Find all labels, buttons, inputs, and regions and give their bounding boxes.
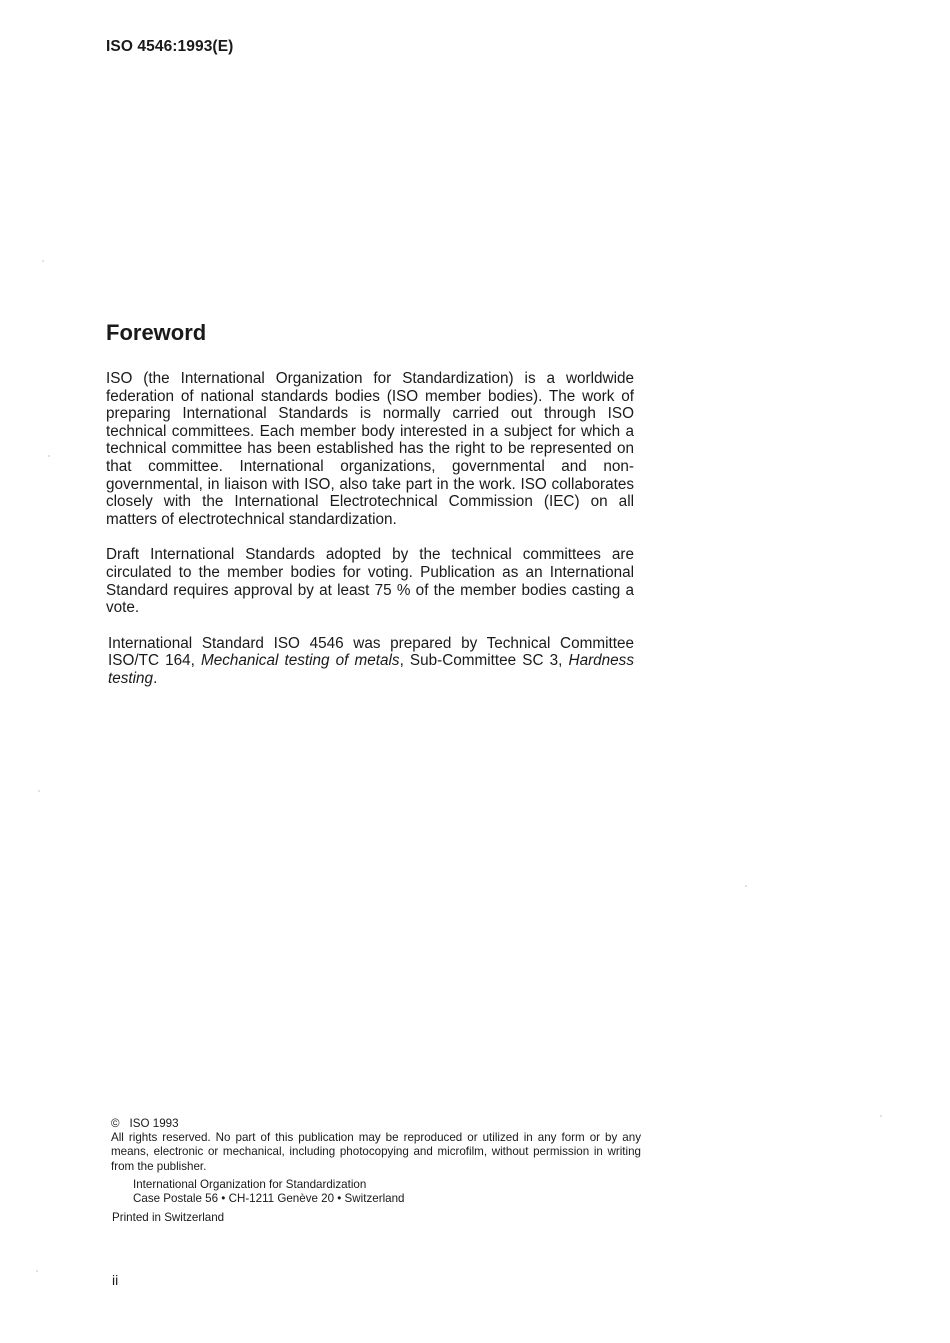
paragraph-3-text-c: . [153,669,158,687]
publisher-address [133,1178,641,1206]
foreword-title: Foreword [106,320,207,345]
paragraph-3-text-a: International Standard ISO 4546 was prepared by Technical Committee ISO/TC 164, [108,634,634,670]
copyright-text: ISO 1993 [129,1117,179,1130]
committee-title: Mechanical testing of metals [200,652,400,670]
scan-speck [42,260,44,262]
address-line-postal: Case Postale 56 • CH-1211 Genève 20 • Switzerland [133,1192,405,1206]
foreword-paragraph-3 [106,635,634,688]
scan-speck [745,885,747,887]
foreword-paragraph-2: Draft International Standards adopted by the technical committees are circulated to the member bodies for voting. Publication as an International Standard requires approval by at least 75 % of the member bodies casting a vote. [106,546,634,617]
scan-speck [880,1115,882,1117]
foreword-paragraph-1: ISO (the International Organization for Standardization) is a worldwide federation of national standards bodies (ISO member bodies). The work of preparing International Standards is normally carried out through ISO technical committees. Each member body interested in a subject for which a technical committee has been established has the right to be represented on that committee. International organizations, governmental and non-governmental, in liaison with ISO, also take part in the work. ISO collaborates closely with the International Electrotechnical Commission (IEC) on all matters of electrotechnical standardization. [106,370,634,528]
scan-speck [48,455,50,457]
scan-speck [36,1270,38,1272]
copyright-symbol: © [111,1117,120,1130]
page-number: ii [112,1272,119,1288]
copyright-notice [111,1117,641,1131]
paragraph-3-text-b: , Sub-Committee SC 3, [399,652,569,670]
subcommittee-title: Hardness testing [108,652,634,687]
address-line-organization: International Organization for Standardization [133,1177,367,1191]
document-id-header: ISO 4546:1993(E) [106,38,234,55]
foreword-body [106,370,634,706]
scan-speck [38,790,40,792]
copyright-block [111,1117,641,1225]
rights-reserved-text: All rights reserved. No part of this publication may be reproduced or utilized in any form or by any means, electronic or mechanical, including photocopying and microfilm, without permission in writing from the publisher. [111,1131,641,1173]
printed-in-notice: Printed in Switzerland [112,1211,225,1225]
